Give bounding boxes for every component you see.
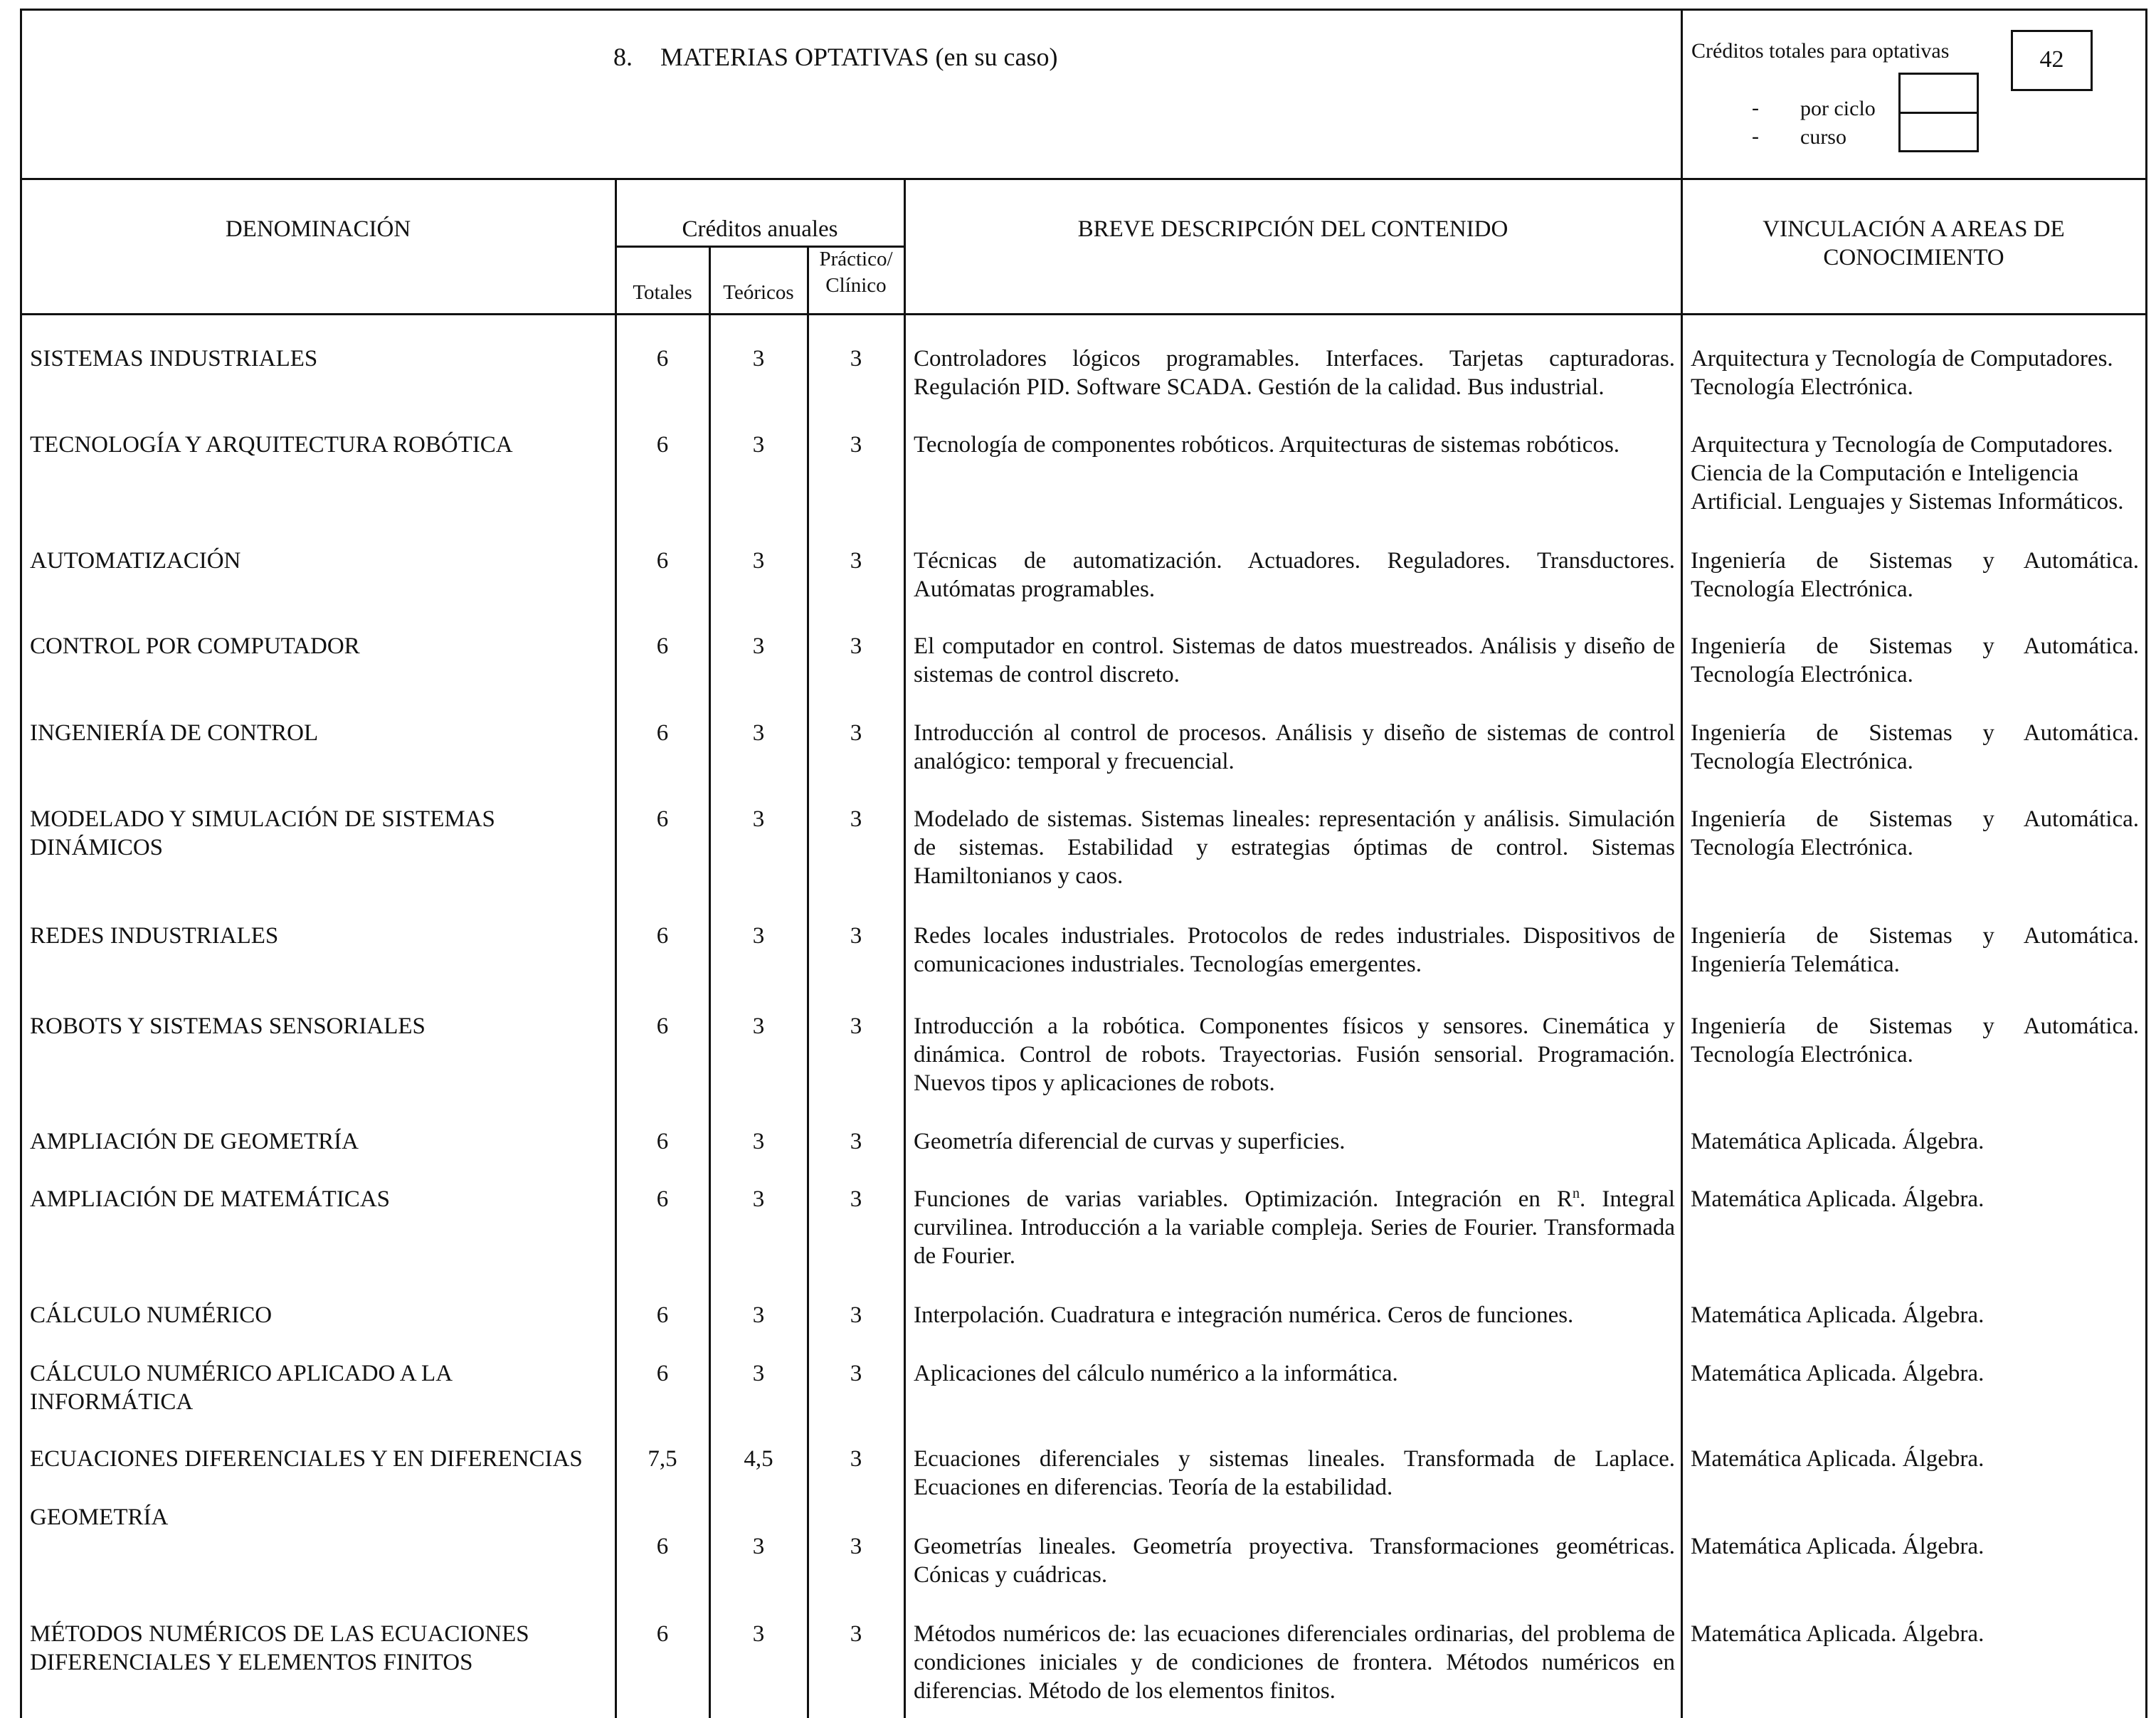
row-14-area: Matemática Aplicada. Álgebra. <box>1691 1534 1985 1559</box>
row-9-totales: 6 <box>656 1129 669 1154</box>
col-header-descripcion: BREVE DESCRIPCIÓN DEL CONTENIDO <box>1077 216 1508 242</box>
row-2-area-line1: Arquitectura y Tecnología de Computadores. <box>1691 432 2113 458</box>
col-divider-totales <box>709 246 711 1718</box>
row-4-totales: 6 <box>656 633 669 659</box>
row-10-practicos: 3 <box>850 1186 862 1212</box>
row-4-name: CONTROL POR COMPUTADOR <box>30 633 360 659</box>
row-4-area-line2: Tecnología Electrónica. <box>1691 662 1913 687</box>
row-1-totales: 6 <box>656 346 669 371</box>
credits-total-label: Créditos totales para optativas <box>1691 39 1950 63</box>
row-6-area-line1: Ingeniería de Sistemas y Automática. <box>1691 806 2139 832</box>
row-9-name: AMPLIACIÓN DE GEOMETRÍA <box>30 1129 359 1154</box>
row-2-totales: 6 <box>656 432 669 458</box>
row-11-teoricos: 3 <box>752 1302 765 1328</box>
row-11-area: Matemática Aplicada. Álgebra. <box>1691 1302 1985 1328</box>
row-15-name-line2: DIFERENCIALES Y ELEMENTOS FINITOS <box>30 1650 473 1675</box>
row-7-area-line2: Ingeniería Telemática. <box>1691 952 1900 977</box>
col-header-practico-line2: Clínico <box>825 274 887 297</box>
row-5-descripcion: Introducción al control de procesos. Análisis y diseño de sistemas de control analógico: temporal y frecuencial. <box>914 720 1675 774</box>
row-15-area: Matemática Aplicada. Álgebra. <box>1691 1621 1985 1647</box>
row-5-teoricos: 3 <box>752 720 765 746</box>
row-9-area: Matemática Aplicada. Álgebra. <box>1691 1129 1985 1154</box>
row-8-area-line2: Tecnología Electrónica. <box>1691 1042 1913 1068</box>
row-10-area: Matemática Aplicada. Álgebra. <box>1691 1186 1985 1212</box>
row-3-area-line2: Tecnología Electrónica. <box>1691 576 1913 602</box>
row-8-name: ROBOTS Y SISTEMAS SENSORIALES <box>30 1013 426 1039</box>
section-number: 8. <box>613 43 633 71</box>
col-header-practico-line1: Práctico/ <box>819 248 893 270</box>
row-13-totales: 7,5 <box>648 1446 677 1472</box>
col-header-denominacion: DENOMINACIÓN <box>225 216 411 242</box>
row-9-teoricos: 3 <box>752 1129 765 1154</box>
row-7-totales: 6 <box>656 923 669 949</box>
row-12-totales: 6 <box>656 1361 669 1386</box>
row-13-name: ECUACIONES DIFERENCIALES Y EN DIFERENCIAS <box>30 1446 583 1472</box>
curso-dash: - <box>1752 125 1759 148</box>
row-10-totales: 6 <box>656 1186 669 1212</box>
row-4-descripcion: El computador en control. Sistemas de datos muestreados. Análisis y diseño de sistemas de control discreto. <box>914 633 1675 687</box>
row-8-totales: 6 <box>656 1013 669 1039</box>
row-11-descripcion: Interpolación. Cuadratura e integración numérica. Ceros de funciones. <box>914 1302 1574 1328</box>
por-ciclo-dash: - <box>1752 96 1759 120</box>
superscript-n: n <box>1573 1186 1580 1201</box>
col-header-vinculacion-line1: VINCULACIÓN A AREAS DE <box>1763 216 2065 242</box>
column-header-divider <box>20 313 2147 315</box>
row-5-totales: 6 <box>656 720 669 746</box>
col-header-totales: Totales <box>633 281 692 304</box>
row-12-teoricos: 3 <box>752 1361 765 1386</box>
row-6-practicos: 3 <box>850 806 862 832</box>
col-header-vinculacion-line2: CONOCIMIENTO <box>1823 245 2004 270</box>
row-13-area: Matemática Aplicada. Álgebra. <box>1691 1446 1985 1472</box>
row-14-name: GEOMETRÍA <box>30 1504 169 1530</box>
row-15-totales: 6 <box>656 1621 669 1647</box>
curso-label: curso <box>1800 125 1846 149</box>
row-15-practicos: 3 <box>850 1621 862 1647</box>
row-1-descripcion: Controladores lógicos programables. Interfaces. Tarjetas capturadoras. Regulación PID. Software SCADA. Gestión de la calidad. Bus industrial. <box>914 346 1675 400</box>
row-4-area-line1: Ingeniería de Sistemas y Automática. <box>1691 633 2139 659</box>
row-5-name: INGENIERÍA DE CONTROL <box>30 720 319 746</box>
row-15-teoricos: 3 <box>752 1621 765 1647</box>
row-15-name-line1: MÉTODOS NUMÉRICOS DE LAS ECUACIONES <box>30 1621 529 1647</box>
row-11-totales: 6 <box>656 1302 669 1328</box>
row-12-name-line1: CÁLCULO NUMÉRICO APLICADO A LA <box>30 1361 453 1386</box>
header-divider <box>20 178 2147 180</box>
row-7-practicos: 3 <box>850 923 862 949</box>
row-6-area-line2: Tecnología Electrónica. <box>1691 835 1913 860</box>
row-7-descripcion: Redes locales industriales. Protocolos de redes industriales. Dispositivos de comunicaciones industriales. Tecnologías emergentes. <box>914 923 1675 977</box>
row-10-name: AMPLIACIÓN DE MATEMÁTICAS <box>30 1186 391 1212</box>
row-14-totales: 6 <box>656 1534 669 1559</box>
row-10-descripcion: Funciones de varias variables. Optimización. Integración en $R^n$. Integral curvilinea. Introducción a la variable compleja. Series de Fourier. Transformada de Fourier. <box>914 1186 1676 1269</box>
row-3-name: AUTOMATIZACIÓN <box>30 548 241 574</box>
row-6-name-line2: DINÁMICOS <box>30 835 164 860</box>
row-8-area-line1: Ingeniería de Sistemas y Automática. <box>1691 1013 2139 1039</box>
row-4-practicos: 3 <box>850 633 862 659</box>
row-2-teoricos: 3 <box>752 432 765 458</box>
row-2-name: TECNOLOGÍA Y ARQUITECTURA ROBÓTICA <box>30 432 513 458</box>
row-3-practicos: 3 <box>850 548 862 574</box>
row-6-teoricos: 3 <box>752 806 765 832</box>
col-header-creditos-anuales: Créditos anuales <box>682 216 838 242</box>
row-13-teoricos: 4,5 <box>744 1446 773 1472</box>
row-9-descripcion: Geometría diferencial de curvas y superficies. <box>914 1129 1346 1154</box>
row-4-teoricos: 3 <box>752 633 765 659</box>
row-8-descripcion: Introducción a la robótica. Componentes físicos y sensores. Cinemática y dinámica. Control de robots. Trayectorias. Fusión sensorial. Programación. Nuevos tipos y aplicaciones de robots. <box>914 1013 1675 1096</box>
row-5-area-line1: Ingeniería de Sistemas y Automática. <box>1691 720 2139 746</box>
row-1-practicos: 3 <box>850 346 862 371</box>
row-7-area-line1: Ingeniería de Sistemas y Automática. <box>1691 923 2139 949</box>
row-1-area-line1: Arquitectura y Tecnología de Computadores. <box>1691 346 2113 371</box>
row-2-area-line3: Artificial. Lenguajes y Sistemas Informáticos. <box>1691 489 2124 515</box>
row-6-descripcion: Modelado de sistemas. Sistemas lineales: representación y análisis. Simulación de sistemas. Estabilidad y estrategias óptimas de control. Sistemas Hamiltonianos y caos. <box>914 806 1675 889</box>
row-1-name: SISTEMAS INDUSTRIALES <box>30 346 318 371</box>
row-7-teoricos: 3 <box>752 923 765 949</box>
row-6-totales: 6 <box>656 806 669 832</box>
row-2-practicos: 3 <box>850 432 862 458</box>
row-2-descripcion: Tecnología de componentes robóticos. Arquitecturas de sistemas robóticos. <box>914 432 1620 458</box>
col-divider-descripcion <box>904 178 906 1718</box>
row-12-name-line2: INFORMÁTICA <box>30 1389 194 1415</box>
row-10-teoricos: 3 <box>752 1186 765 1212</box>
row-3-teoricos: 3 <box>752 548 765 574</box>
row-12-descripcion: Aplicaciones del cálculo numérico a la informática. <box>914 1361 1398 1386</box>
row-14-descripcion: Geometrías lineales. Geometría proyectiva. Transformaciones geométricas. Cónicas y cuádricas. <box>914 1534 1675 1588</box>
credits-total-value: 42 <box>2039 46 2064 73</box>
row-5-area-line2: Tecnología Electrónica. <box>1691 749 1913 774</box>
row-8-practicos: 3 <box>850 1013 862 1039</box>
col-divider-teoricos <box>807 246 809 1718</box>
row-12-practicos: 3 <box>850 1361 862 1386</box>
row-7-name: REDES INDUSTRIALES <box>30 923 279 949</box>
row-13-practicos: 3 <box>850 1446 862 1472</box>
row-2-area-line2: Ciencia de la Computación e Inteligencia <box>1691 460 2079 486</box>
row-14-practicos: 3 <box>850 1534 862 1559</box>
row-3-area-line1: Ingeniería de Sistemas y Automática. <box>1691 548 2139 574</box>
right-border <box>2145 9 2147 1718</box>
row-3-totales: 6 <box>656 548 669 574</box>
row-6-name-line1: MODELADO Y SIMULACIÓN DE SISTEMAS <box>30 806 495 832</box>
col-header-teoricos: Teóricos <box>723 281 794 304</box>
row-8-teoricos: 3 <box>752 1013 765 1039</box>
row-15-descripcion: Métodos numéricos de: las ecuaciones diferenciales ordinarias, del problema de condiciones iniciales y de condiciones de frontera. Métodos numéricos en diferencias. Método de los elementos finitos. <box>914 1621 1675 1704</box>
row-14-teoricos: 3 <box>752 1534 765 1559</box>
left-border <box>20 9 22 1718</box>
por-ciclo-label: por ciclo <box>1800 97 1876 120</box>
row-3-descripcion: Técnicas de automatización. Actuadores. Reguladores. Transductores. Autómatas programables. <box>914 548 1675 602</box>
row-11-practicos: 3 <box>850 1302 862 1328</box>
row-13-descripcion: Ecuaciones diferenciales y sistemas lineales. Transformada de Laplace. Ecuaciones en diferencias. Teoría de la estabilidad. <box>914 1446 1675 1500</box>
row-12-area: Matemática Aplicada. Álgebra. <box>1691 1361 1985 1386</box>
section-title: MATERIAS OPTATIVAS (en su caso) <box>660 43 1058 71</box>
row-1-area-line2: Tecnología Electrónica. <box>1691 374 1913 400</box>
row-5-practicos: 3 <box>850 720 862 746</box>
row-1-teoricos: 3 <box>752 346 765 371</box>
row-11-name: CÁLCULO NUMÉRICO <box>30 1302 273 1328</box>
top-border <box>20 9 2147 11</box>
por-ciclo-box-divider <box>1898 112 1979 114</box>
row-9-practicos: 3 <box>850 1129 862 1154</box>
